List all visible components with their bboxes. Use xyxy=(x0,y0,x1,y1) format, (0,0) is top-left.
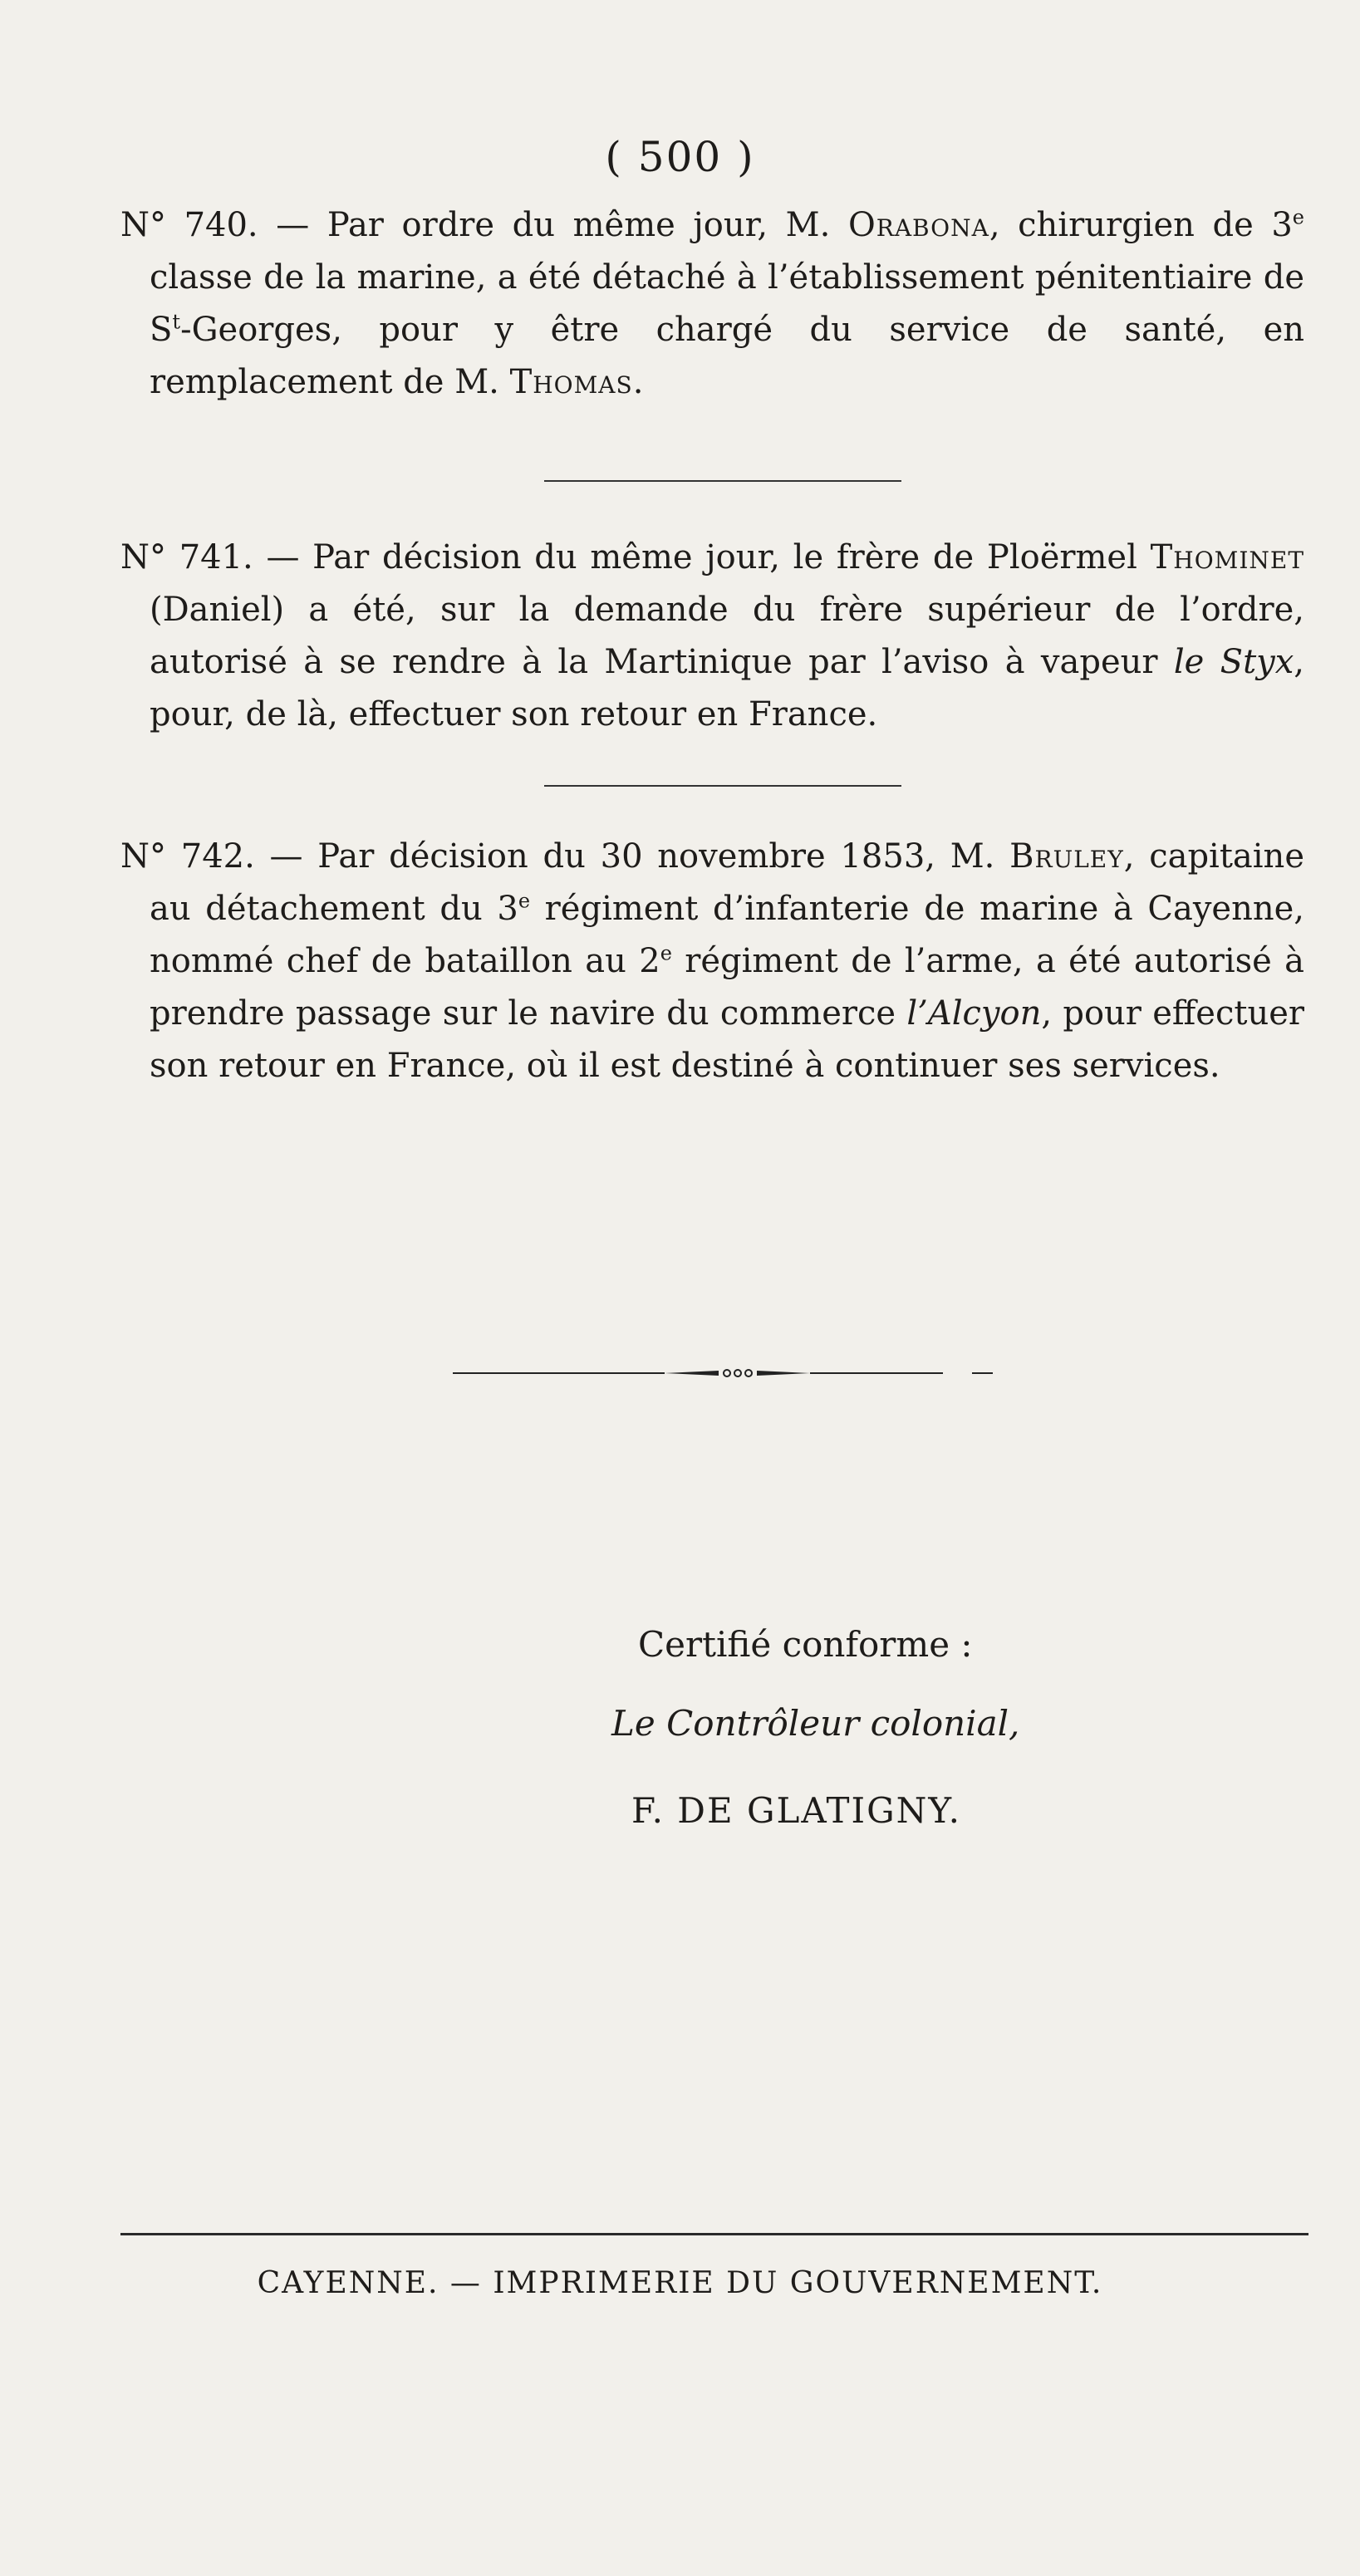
entry-text: classe de la marine, a été détaché à l’établissement pénitentiaire de S xyxy=(150,258,1304,349)
separator-rule xyxy=(544,785,901,787)
entry-text: , capitaine au détachement du 3 xyxy=(150,837,1304,928)
entry-number: N° 741. xyxy=(120,538,253,577)
decorative-ornament xyxy=(453,1369,993,1377)
entry-text: — Par décision du 30 novembre 1853, M. xyxy=(254,837,1010,876)
ship-name: l’Alcyon xyxy=(906,994,1042,1033)
footer-rule xyxy=(120,2233,1308,2235)
entry-text: , pour, de là, effectuer son retour en France. xyxy=(150,643,1305,734)
person-name: Thominet xyxy=(1150,538,1304,577)
page-number: ( 500 ) xyxy=(605,133,755,181)
superscript: e xyxy=(518,889,531,913)
entry-text: -Georges, pour y être chargé du service de santé, en remplacement de M. xyxy=(150,311,1304,401)
entry-740 xyxy=(120,199,1304,409)
signatory-name: F. DE GLATIGNY. xyxy=(631,1790,962,1831)
entry-text: . xyxy=(632,363,644,401)
person-name: Orabona xyxy=(847,206,989,244)
entry-text: (Daniel) a été, sur la demande du frère supérieur de l’ordre, autorisé à se rendre à la Martinique par l’aviso à vapeur xyxy=(150,591,1304,681)
entry-741 xyxy=(120,532,1304,741)
entry-text: , chirurgien de 3 xyxy=(989,206,1293,244)
superscript: t xyxy=(172,310,181,334)
superscript: e xyxy=(1292,205,1304,229)
entry-742 xyxy=(120,831,1304,1092)
entry-number: N° 742. xyxy=(120,837,255,876)
person-name: Bruley xyxy=(1009,837,1124,876)
entry-text: régiment d’infanterie de marine à Cayenne, nommé chef de bataillon au 2 xyxy=(150,890,1305,980)
superscript: e xyxy=(660,941,672,965)
entry-text: régiment de l’arme, a été autorisé à prendre passage sur le navire du commerce xyxy=(150,942,1304,1033)
entry-text: — Par ordre du même jour, M. xyxy=(258,206,848,244)
entry-text: — Par décision du même jour, le frère de Ploërmel xyxy=(253,538,1151,577)
certification-title: Le Contrôleur colonial, xyxy=(611,1703,1020,1744)
certification-line: Certifié conforme : xyxy=(638,1624,973,1665)
ship-name: le Styx xyxy=(1173,643,1294,681)
separator-rule xyxy=(544,480,901,482)
entry-number: N° 740. xyxy=(120,206,258,244)
person-name: Thomas xyxy=(509,363,633,401)
entry-text: , pour effectuer son retour en France, où il est destiné à continuer ses services. xyxy=(150,994,1304,1085)
printer-imprint: CAYENNE. — IMPRIMERIE DU GOUVERNEMENT. xyxy=(257,2266,1103,2300)
